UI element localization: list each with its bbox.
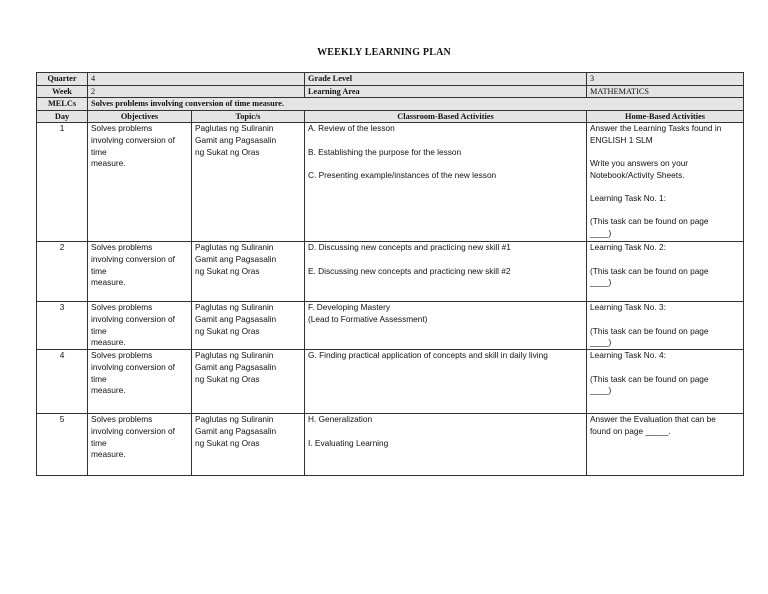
day-cell: 4: [37, 350, 88, 414]
day-cell: 3: [37, 302, 88, 350]
topics-cell: [192, 414, 305, 476]
topics-text: Paglutas ng Suliranin Gamit ang Pagsasalin ng Sukat ng Oras: [195, 123, 277, 157]
home-activity: Write you answers on your Notebook/Activity Sheets.: [590, 158, 689, 180]
table-row: [37, 123, 744, 242]
home-activity: (This task can be found on page ____): [590, 373, 709, 396]
classroom-cell: [305, 242, 587, 302]
col-home-header: Home-Based Activities: [587, 110, 744, 123]
topics-cell: [192, 242, 305, 302]
objectives-text: Solves problems involving conversion of time measure.: [91, 242, 175, 288]
grade-level-value: 3: [587, 73, 744, 86]
home-cell: [587, 414, 744, 476]
classroom-activity: I. Evaluating Learning: [308, 437, 389, 448]
day-cell: 5: [37, 414, 88, 476]
melcs-value: Solves problems involving conversion of time measure.: [88, 98, 744, 111]
classroom-cell: [305, 302, 587, 350]
col-topics-header: Topic/s: [192, 110, 305, 123]
quarter-row: [37, 73, 744, 86]
objectives-cell: [88, 302, 192, 350]
column-header-row: [37, 110, 744, 123]
week-row: [37, 85, 744, 98]
objectives-text: Solves problems involving conversion of time measure.: [91, 123, 175, 169]
home-activity: Answer the Evaluation that can be found on page _____.: [590, 414, 716, 436]
learning-area-label: Learning Area: [305, 85, 587, 98]
topics-text: Paglutas ng Suliranin Gamit ang Pagsasalin ng Sukat ng Oras: [195, 302, 277, 336]
quarter-value: 4: [88, 73, 305, 86]
col-day-header: Day: [37, 110, 88, 123]
topics-cell: [192, 302, 305, 350]
home-activity: (This task can be found on page ____): [590, 265, 709, 288]
home-activity: Learning Task No. 1:: [590, 192, 666, 203]
objectives-cell: [88, 350, 192, 414]
home-cell: [587, 350, 744, 414]
quarter-label: Quarter: [37, 73, 88, 86]
classroom-cell: [305, 414, 587, 476]
col-classroom-header: Classroom-Based Activities: [305, 110, 587, 123]
classroom-activity: C. Presenting example/instances of the new lesson: [308, 169, 497, 180]
topics-cell: [192, 123, 305, 242]
classroom-activity: A. Review of the lesson: [308, 123, 395, 134]
table-row: [37, 350, 744, 414]
objectives-cell: [88, 414, 192, 476]
classroom-activity: F. Developing Mastery (Lead to Formative Assessment): [308, 302, 428, 324]
classroom-activity: E. Discussing new concepts and practicing new skill #2: [308, 265, 511, 276]
classroom-activity: H. Generalization: [308, 414, 373, 425]
classroom-activity: B. Establishing the purpose for the lesson: [308, 146, 462, 157]
day-cell: 1: [37, 123, 88, 242]
topics-text: Paglutas ng Suliranin Gamit ang Pagsasalin ng Sukat ng Oras: [195, 414, 277, 448]
home-cell: [587, 242, 744, 302]
objectives-text: Solves problems involving conversion of time measure.: [91, 302, 175, 348]
objectives-text: Solves problems involving conversion of time measure.: [91, 350, 175, 396]
home-activity: (This task can be found on page ____): [590, 216, 709, 238]
objectives-text: Solves problems involving conversion of time measure.: [91, 414, 175, 460]
home-activity: Learning Task No. 3:: [590, 302, 666, 313]
page-title: WEEKLY LEARNING PLAN: [317, 47, 451, 58]
home-activity: Answer the Learning Tasks found in ENGLISH 1 SLM: [590, 123, 722, 145]
melcs-row: [37, 98, 744, 111]
table-row: [37, 414, 744, 476]
classroom-activity: G. Finding practical application of concepts and skill in daily living: [308, 350, 548, 361]
topics-cell: [192, 350, 305, 414]
week-value: 2: [88, 85, 305, 98]
topics-text: Paglutas ng Suliranin Gamit ang Pagsasalin ng Sukat ng Oras: [195, 242, 277, 276]
objectives-cell: [88, 242, 192, 302]
table-row: [37, 242, 744, 302]
home-activity: Learning Task No. 2:: [590, 242, 666, 253]
home-activity: Learning Task No. 4:: [590, 350, 666, 361]
classroom-activity: D. Discussing new concepts and practicing new skill #1: [308, 242, 511, 253]
weekly-plan-table: [36, 72, 744, 476]
home-activity: (This task can be found on page ____): [590, 325, 709, 348]
table-row: [37, 302, 744, 350]
day-cell: 2: [37, 242, 88, 302]
topics-text: Paglutas ng Suliranin Gamit ang Pagsasalin ng Sukat ng Oras: [195, 350, 277, 384]
classroom-cell: [305, 123, 587, 242]
home-cell: [587, 123, 744, 242]
classroom-cell: [305, 350, 587, 414]
learning-area-value: MATHEMATICS: [587, 85, 744, 98]
grade-level-label: Grade Level: [305, 73, 587, 86]
home-cell: [587, 302, 744, 350]
week-label: Week: [37, 85, 88, 98]
melcs-label: MELCs: [37, 98, 88, 111]
objectives-cell: [88, 123, 192, 242]
col-objectives-header: Objectives: [88, 110, 192, 123]
